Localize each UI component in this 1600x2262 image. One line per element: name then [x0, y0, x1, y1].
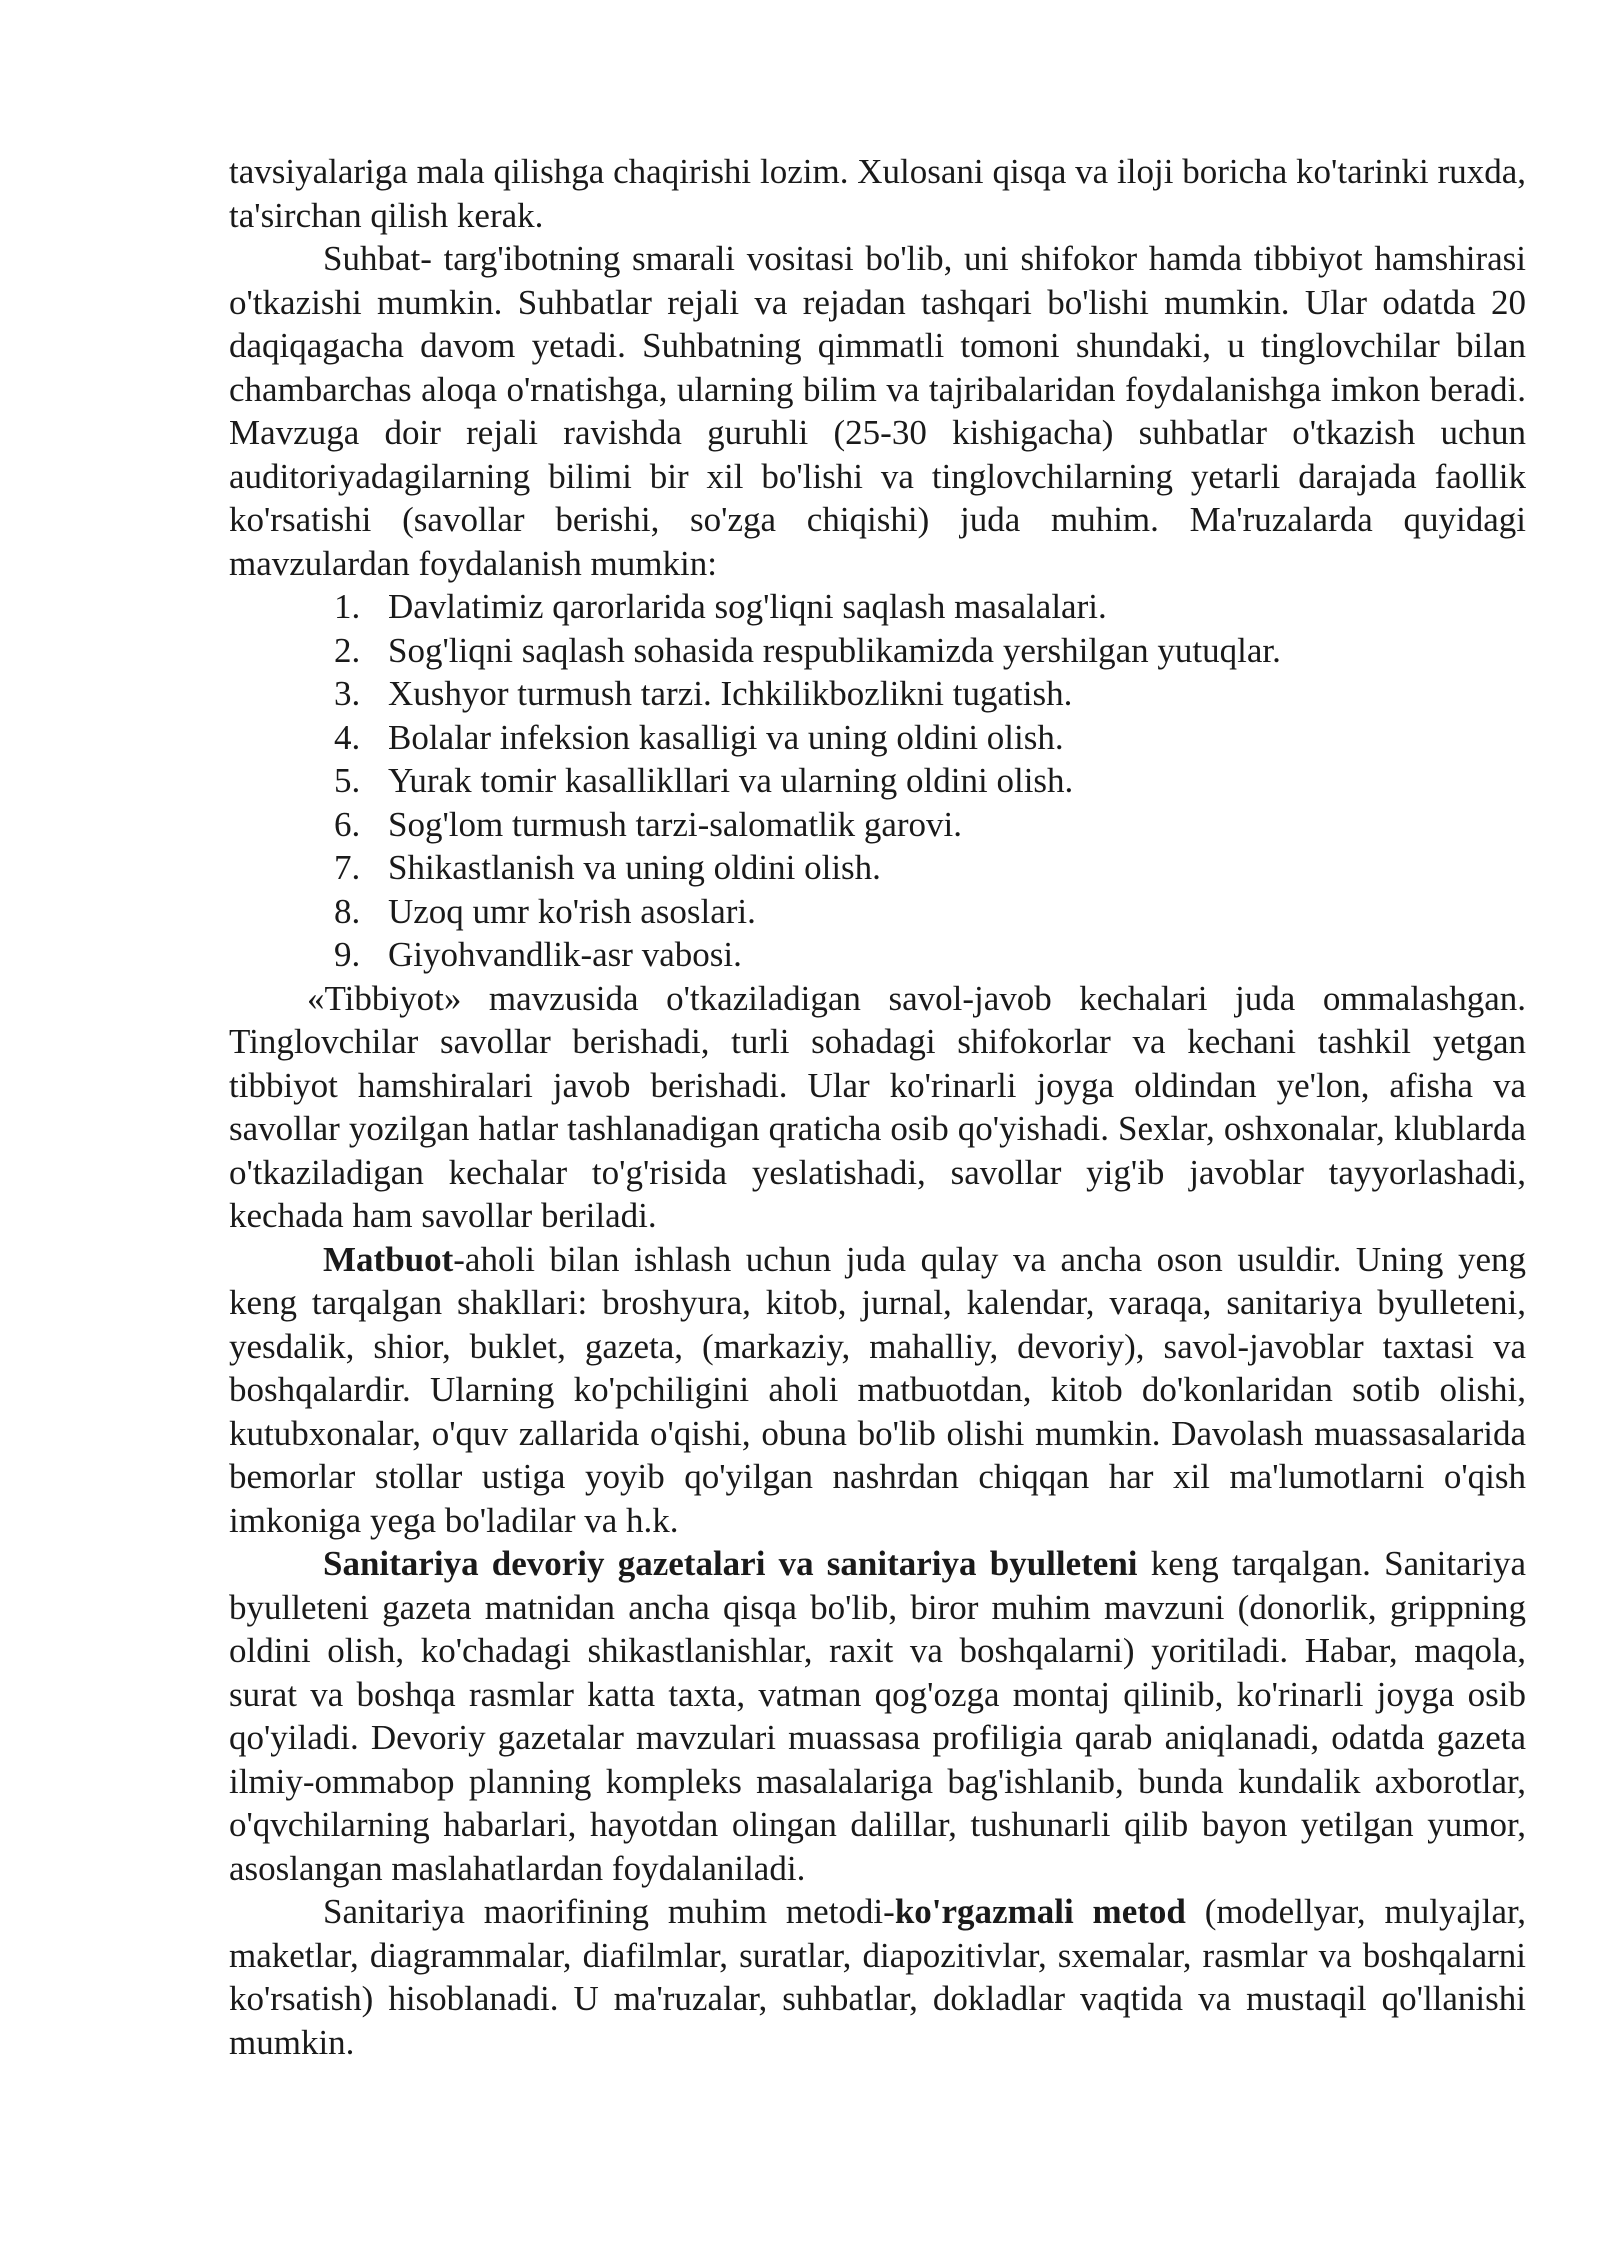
list-item-text: Xushyor turmush tarzi. Ichkilikbozlikni tugatish. [388, 674, 1073, 713]
list-item-text: Uzoq umr ko'rish asoslari. [388, 891, 756, 931]
visual-method-intro: Sanitariya maorifining muhim metodi- [323, 1892, 895, 1931]
document-page [229, 150, 1526, 2064]
list-item-number: 4. [334, 717, 361, 757]
press-text: -aholi bilan ishlash uchun juda qulay va ancha oson usuldir. Uning yeng keng tarqalgan shakllari: broshyura, kitob, jurnal, kalendar, varaqa, sanitariya byulleteni, yesdalik, shior, buklet, gazeta, (markaziy, mahalliy, devoriy), savol-javoblar taxtasi va boshqalardir. Ularning ko'pchiligini aholi matbuotdan, kitob do'konlaridan sotib olishi, kutubxonalar, o'quv zallarida o'qishi, obuna bo'lib olishi mumkin. Davolash muassasalarida bemorlar stollar ustiga yoyib qo'yilgan nashrdan chiqqan har xil ma'lumotlarni o'qish imkoniga yega bo'ladilar va h.k. [229, 1239, 1526, 1540]
wall-newspapers-text: keng tarqalgan. Sanitariya byulleteni gazeta matnidan ancha qisqa bo'lib, biror muhim mavzuni (donorlik, grippning oldini olish, ko'chadagi shikastlanishlar, raxit va boshqalarni) yoritiladi. Habar, maqola, surat va boshqa rasmlar katta taxta, vatman qog'ozga montaj qilinib, ko'rinarli joyga osib qo'yiladi. Devoriy gazetalar mavzulari muassasa profiligia qarab aniqlanadi, odatda gazeta ilmiy-ommabop planning kompleks masalalariga bag'ishlanib, bunda kundalik axborotlar, o'qvchilarning habarlari, hayotdan olingan dalillar, tushunarli qilib bayon yetilgan yumor, asoslangan maslahatlardan foydalaniladi. [229, 1544, 1527, 1888]
paragraph-wall-newspapers [229, 1542, 1526, 1890]
list-item [229, 716, 1526, 760]
list-item [229, 933, 1526, 977]
list-item-number: 3. [334, 674, 361, 713]
list-item [229, 803, 1526, 847]
list-item-number: 9. [334, 935, 361, 974]
wall-newspapers-term: Sanitariya devoriy gazetalari va sanitariya byulleteni [323, 1544, 1138, 1583]
paragraph-press [229, 1238, 1526, 1543]
visual-method-text: (modellyar, mulyajlar, maketlar, diagrammalar, diafilmlar, suratlar, diapozitivlar, sxemalar, rasmlar va boshqalarni ko'rsatish) hisoblanadi. U ma'ruzalar, suhbatlar, dokladlar vaqtida va mustaqil qo'llanishi mumkin. [229, 1892, 1526, 2062]
list-item-text: Davlatimiz qarorlarida sog'liqni saqlash masalalari. [388, 587, 1107, 626]
list-item-number: 5. [334, 761, 361, 800]
list-item-text: Giyohvandlik-asr vabosi. [388, 935, 742, 974]
paragraph-conversation: Suhbat- targ'ibotning smarali vositasi bo'lib, uni shifokor hamda tibbiyot hamshirasi o'tkazishi mumkin. Suhbatlar rejali va rejadan tashqari bo'lishi mumkin. Ular odatda 20 daqiqagacha davom yetadi. Suhbatning qimmatli tomoni shundaki, u tinglovchilar bilan chambarchas aloqa o'rnatishga, ularning bilim va tajribalaridan foydalanishga imkon beradi. Mavzuga doir rejali ravishda guruhli (25-30 kishigacha) suhbatlar o'tkazish uchun auditoriyadagilarning bilimi bir xil bo'lishi va tinglovchilarning yetarli darajada faollik ko'rsatishi (savollar berishi, so'zga chiqishi) juda muhim. Ma'ruzalarda quyidagi mavzulardan foydalanish mumkin: [229, 239, 1526, 583]
list-item-text: Yurak tomir kasallikllari va ularning oldini olish. [388, 761, 1074, 800]
list-item [229, 846, 1526, 890]
press-term: Matbuot [323, 1239, 454, 1279]
paragraph-conclusion: tavsiyalariga mala qilishga chaqirishi lozim. Xulosani qisqa va iloji boricha ko'tarinki ruxda, ta'sirchan qilish kerak. [229, 152, 1526, 235]
list-item [229, 759, 1526, 803]
paragraph-qa-evenings: «Tibbiyot» mavzusida o'tkaziladigan savol-javob kechalari juda ommalashgan. Tinglovchilar savollar berishadi, turli sohadagi shifokorlar va kechani tashkil yetgan tibbiyot hamshiralari javob berishadi. Ular ko'rinarli joyga oldindan ye'lon, afisha va savollar yozilgan hatlar tashlanadigan qraticha osib qo'yishadi. Sexlar, oshxonalar, klublarda o'tkaziladigan kechalar to'g'risida yeslatishadi, savollar yig'ib javoblar tayyorlashadi, kechada ham savollar beriladi. [229, 978, 1526, 1235]
list-item-number: 6. [334, 804, 361, 844]
list-item [229, 629, 1526, 673]
list-item-text: Sog'liqni saqlash sohasida respublikamizda yershilgan yutuqlar. [388, 630, 1281, 670]
list-item-number: 1. [334, 587, 361, 626]
list-item [229, 672, 1526, 716]
list-item [229, 585, 1526, 629]
list-item-number: 8. [334, 891, 361, 931]
list-item-text: Shikastlanish va uning oldini olish. [388, 848, 881, 887]
list-item-text: Sog'lom turmush tarzi-salomatlik garovi. [388, 804, 962, 844]
list-item-number: 7. [334, 848, 361, 887]
paragraph-visual-method [229, 1890, 1526, 2064]
list-item [229, 890, 1526, 934]
list-item-number: 2. [334, 630, 361, 670]
topics-list [229, 585, 1526, 977]
visual-method-term: ko'rgazmali metod [894, 1892, 1186, 1931]
list-item-text: Bolalar infeksion kasalligi va uning oldini olish. [388, 717, 1064, 757]
